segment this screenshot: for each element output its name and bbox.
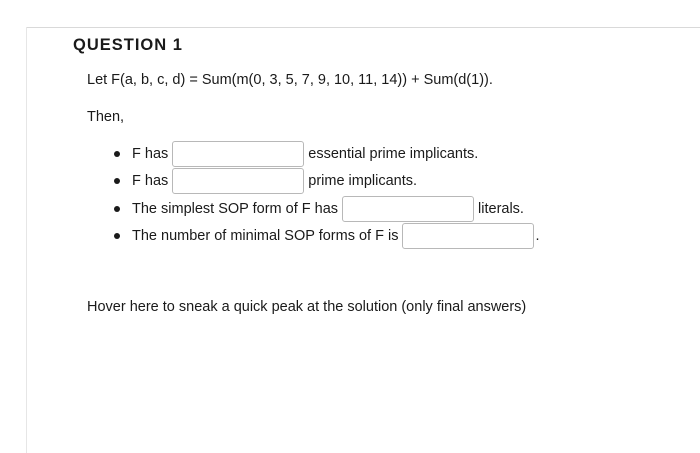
item-suffix: . [535,228,540,245]
item-prefix: F has [132,173,169,190]
prime-implicants-input[interactable] [172,168,304,194]
minimal-sop-forms-input[interactable] [402,223,534,249]
essential-prime-implicants-input[interactable] [172,141,304,167]
item-prefix: F has [132,145,169,162]
answer-list [114,140,539,250]
item-prefix: The simplest SOP form of F has [132,200,339,217]
solution-hover-link[interactable]: Hover here to sneak a quick peak at the solution (only final answers) [87,299,527,315]
left-divider [26,27,27,453]
list-item-essential-prime-implicants [114,140,539,168]
list-item-sop-literals [114,195,539,223]
bullet-icon [114,206,120,212]
item-suffix: essential prime implicants. [308,145,479,162]
question-statement: Let F(a, b, c, d) = Sum(m(0, 3, 5, 7, 9, 10, 11, 14)) + Sum(d(1)). [87,72,493,88]
then-label: Then, [87,109,125,125]
list-item-minimal-sop-forms [114,223,539,251]
sop-literals-input[interactable] [342,196,474,222]
item-suffix: prime implicants. [308,173,418,190]
top-divider [26,27,700,28]
bullet-icon [114,233,120,239]
question-title: QUESTION 1 [73,36,183,54]
bullet-icon [114,151,120,157]
list-item-prime-implicants [114,168,539,196]
bullet-icon [114,178,120,184]
item-prefix: The number of minimal SOP forms of F is [132,228,399,245]
item-suffix: literals. [478,200,524,217]
